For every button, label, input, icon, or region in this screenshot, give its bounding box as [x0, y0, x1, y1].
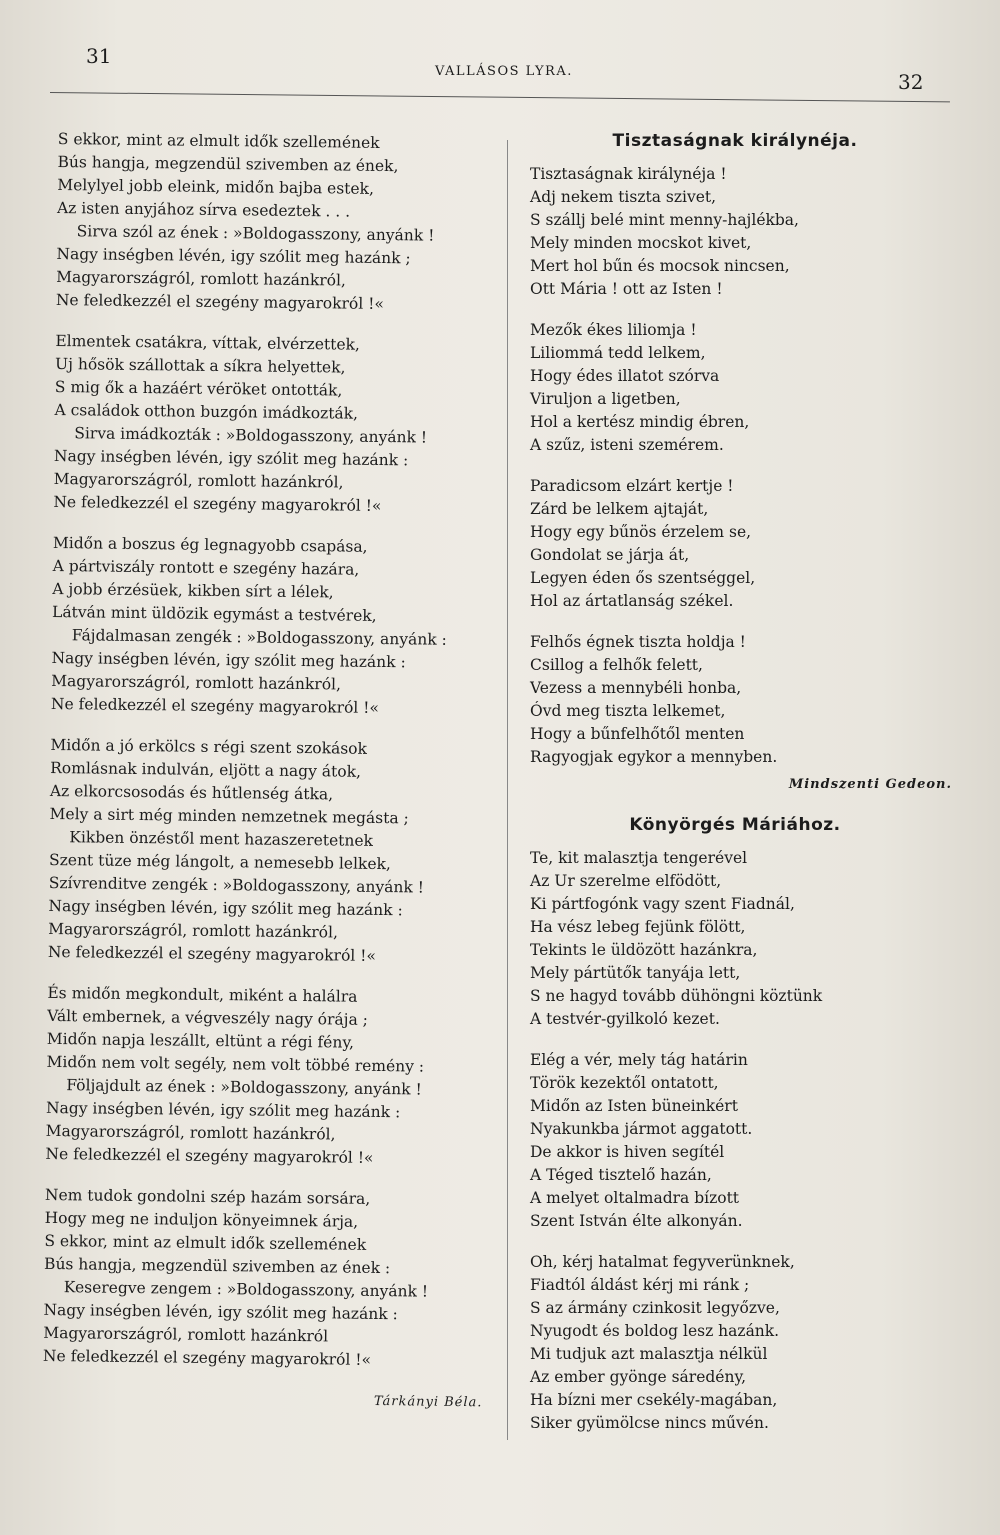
- poem-line: Csillog a felhők felett,: [530, 656, 703, 674]
- poem-line: De akkor is hiven segítél: [530, 1143, 725, 1161]
- left-column-poem: [42, 128, 498, 1414]
- poem-line: Mert hol bűn és mocsok nincsen,: [530, 257, 790, 275]
- poem-line: Nyugodt és boldog lesz hazánk.: [530, 1322, 780, 1340]
- poem-line: Ne feledkezzél el szegény magyarokról !«: [47, 942, 377, 965]
- poem-line: Gondolat se járja át,: [530, 546, 690, 564]
- poem-line: Mely minden mocskot kivet,: [530, 234, 752, 252]
- poem-line: Legyen éden ős szentséggel,: [530, 569, 756, 587]
- poem-line: Ne feledkezzél el szegény magyarokról !«: [42, 1346, 372, 1369]
- poem-line: Viruljon a ligetben,: [530, 390, 681, 408]
- poem-line: Midőn nem volt segély, nem volt többé remény :: [46, 1052, 425, 1076]
- stanza: [530, 475, 940, 613]
- stanza: [56, 128, 498, 317]
- running-title: VALLÁSOS LYRA.: [435, 64, 573, 79]
- poem-line: Följajdult az ének : »Boldogasszony, anyánk !: [66, 1076, 422, 1099]
- poem-line: Mi tudjuk azt malasztja nélkül: [530, 1345, 768, 1363]
- poem-line: S szállj belé mint menny-hajlékba,: [530, 211, 799, 229]
- poem-line: Mely pártütők tanyája lett,: [530, 964, 741, 982]
- poem-line: Ragyogjak egykor a mennyben.: [530, 748, 778, 766]
- poem-line: Magyarországról, romlott hazánkról,: [53, 469, 344, 492]
- poem-line: Magyarországról, romlott hazánkról,: [48, 919, 339, 942]
- poem-line: Magyarországról, romlott hazánkról,: [45, 1121, 336, 1144]
- poem-line: S az ármány czinkosit legyőzve,: [530, 1299, 780, 1317]
- poem-title: Könyörgés Máriához.: [629, 815, 841, 835]
- poem-line: Melylyel jobb eleink, midőn bajba estek,: [57, 175, 375, 198]
- poem-line: Magyarországról, romlott hazánkról: [43, 1323, 329, 1346]
- poem-line: Hogy édes illatot szórva: [530, 367, 720, 385]
- right-column-poems: [530, 130, 952, 1453]
- poem-line: Uj hősök szállottak a síkra helyettek,: [55, 354, 346, 377]
- poem-line: A jobb érzésüek, kikben sírt a lélek,: [52, 579, 334, 602]
- poem-line: Nagy inségben lévén, igy szólit meg hazánk :: [53, 446, 409, 470]
- poem-line: Szent tüze még lángolt, a nemesebb lelkek,: [48, 850, 391, 874]
- poem-line: Ha bízni mer csekély-magában,: [530, 1391, 778, 1409]
- poem-line: Liliommá tedd lelkem,: [530, 344, 706, 362]
- poem-line: Az isten anyjához sírva esedeztek . . .: [56, 198, 351, 221]
- stanza: [530, 319, 940, 457]
- poem-line: Az Ur szerelme elfödött,: [530, 872, 722, 890]
- poem-line: Siker gyümölcse nincs művén.: [530, 1414, 769, 1432]
- poem-line: Bús hangja, megzendül szivemben az ének :: [44, 1254, 391, 1278]
- poem-line: A pártviszály rontott e szegény hazára,: [52, 556, 360, 579]
- poem-line: Felhős égnek tiszta holdja !: [530, 633, 746, 651]
- poem-line: Midőn napja leszállt, eltünt a régi fény,: [46, 1029, 355, 1052]
- poem-line: Kikben önzéstől ment hazaszeretetnek: [69, 828, 374, 850]
- poem-line: Paradicsom elzárt kertje !: [530, 477, 734, 495]
- poem-line: Hogy meg ne induljon könyeimnek árja,: [44, 1208, 359, 1231]
- poem-line: S mig ők a hazáért véröket ontották,: [54, 377, 343, 400]
- poem-line: Bús hangja, megzendül szivemben az ének,: [57, 152, 399, 176]
- poem-line: Hogy egy bűnös érzelem se,: [530, 523, 752, 541]
- poem-line: Zárd be lelkem ajtaját,: [530, 500, 709, 518]
- poem-line: Tisztaságnak királynéja !: [530, 165, 727, 183]
- stanza: [48, 734, 491, 969]
- poem-line: Midőn a boszus ég legnagyobb csapása,: [52, 533, 368, 556]
- poem-line: Ott Mária ! ott az Isten !: [530, 280, 723, 298]
- column-divider: [507, 140, 508, 1440]
- poem-line: Nagy inségben lévén, igy szólit meg hazánk :: [51, 648, 406, 672]
- poem-line: Sirva imádkozták : »Boldogasszony, anyánk !: [74, 424, 428, 447]
- poem-line: Hol az ártatlanság székel.: [530, 592, 734, 610]
- poem-line: Mezők ékes liliomja !: [530, 321, 697, 339]
- stanza: [530, 1251, 940, 1435]
- poem-line: Az ember gyönge sáredény,: [530, 1368, 747, 1386]
- poem-line: Ne feledkezzél el szegény magyarokról !«: [53, 492, 382, 515]
- stanza: [43, 1184, 485, 1373]
- poem-line: Nagy inségben lévén, igy szólit meg hazánk :: [48, 896, 403, 920]
- poem-line: S ekkor, mint az elmult idők szellemének: [57, 129, 380, 152]
- poem-line: Keseregve zengem : »Boldogasszony, anyánk !: [63, 1278, 429, 1301]
- poem-line: Fiadtól áldást kérj mi ránk ;: [530, 1276, 750, 1294]
- poem-line: Tekints le üldözött hazánkra,: [530, 941, 758, 959]
- stanza: [51, 532, 493, 721]
- poem-line: Ha vész lebeg fejünk fölött,: [530, 918, 746, 936]
- poem-title: Tisztaságnak királynéja.: [612, 131, 858, 151]
- poem-line: S ne hagyd tovább dühöngni köztünk: [530, 987, 823, 1005]
- poem-line: Szívrenditve zengék : »Boldogasszony, anyánk !: [48, 873, 425, 897]
- poem-line: Midőn a jó erkölcs s régi szent szokások: [50, 735, 368, 758]
- poem-author: Mindszenti Gedeon.: [788, 777, 952, 792]
- poem-line: Nagy inségben lévén, igy szólit meg hazánk ;: [56, 244, 411, 268]
- stanza: [45, 982, 487, 1171]
- poem-line: Óvd meg tiszta lelkemet,: [530, 702, 726, 720]
- poem-line: Romlásnak indulván, eljött a nagy átok,: [50, 758, 362, 781]
- poem-line: Látván mint üldözik egymást a testvérek,: [51, 602, 377, 625]
- poem-line: Fájdalmasan zengék : »Boldogasszony, anyánk :: [71, 626, 447, 649]
- poem-author: Tárkányi Béla.: [373, 1393, 483, 1411]
- poem-line: A szűz, isteni szemérem.: [530, 436, 724, 454]
- poem-line: És midőn megkondult, miként a halálra: [47, 983, 358, 1006]
- poem-line: Ne feledkezzél el szegény magyarokról !«: [55, 290, 385, 313]
- poem-line: Elég a vér, mely tág határin: [530, 1051, 748, 1069]
- poem-line: Sirva szól az ének : »Boldogasszony, anyánk !: [76, 222, 435, 245]
- poem-line: Az elkorcsosodás és hűtlenség átka,: [49, 781, 334, 804]
- poem-line: A családok otthon buzgón imádkozták,: [54, 400, 359, 423]
- poem-line: Te, kit malasztja tengerével: [530, 849, 748, 867]
- poem-line: Hogy a bűnfelhőtől menten: [530, 725, 745, 743]
- poem-line: Hol a kertész mindig ébren,: [530, 413, 750, 431]
- poem-line: A testvér-gyilkoló kezet.: [530, 1010, 720, 1028]
- poem-line: A melyet oltalmadra bízott: [530, 1189, 740, 1207]
- poem-line: Vált embernek, a végveszély nagy órája ;: [47, 1006, 369, 1029]
- stanza: [530, 631, 940, 769]
- poem-line: Szent István élte alkonyán.: [530, 1212, 743, 1230]
- poem-line: Adj nekem tiszta szivet,: [530, 188, 717, 206]
- poem-line: Ne feledkezzél el szegény magyarokról !«: [50, 694, 380, 717]
- poem-line: Nem tudok gondolni szép hazám sorsára,: [44, 1185, 371, 1208]
- poem-line: Nagy inségben lévén, igy szólit meg hazánk :: [45, 1098, 401, 1122]
- page-number-right: 32: [898, 70, 924, 94]
- poem-line: Nyakunkba jármot aggatott.: [530, 1120, 753, 1138]
- poem-line: Elmentek csatákra, víttak, elvérzettek,: [55, 331, 361, 354]
- poem-line: Magyarországról, romlott hazánkról,: [51, 671, 342, 694]
- poem-line: Mely a sirt még minden nemzetnek megásta ;: [49, 804, 409, 828]
- poem-line: Török kezektől ontatott,: [530, 1074, 719, 1092]
- header-rule: [50, 92, 950, 102]
- poem-line: A Téged tisztelő hazán,: [530, 1166, 712, 1184]
- stanza: [530, 847, 940, 1031]
- poem-line: Ki pártfogónk vagy szent Fiadnál,: [530, 895, 795, 913]
- poem-line: S ekkor, mint az elmult idők szellemének: [44, 1231, 367, 1254]
- stanza: [530, 1049, 940, 1233]
- poem-line: Ne feledkezzél el szegény magyarokról !«: [45, 1144, 374, 1167]
- poem-line: Magyarországról, romlott hazánkról,: [56, 267, 347, 290]
- stanza: [530, 163, 940, 301]
- poem-line: Nagy inségben lévén, igy szólit meg hazánk :: [43, 1300, 398, 1324]
- poem-line: Oh, kérj hatalmat fegyverünknek,: [530, 1253, 795, 1271]
- poem-line: Vezess a mennybéli honba,: [530, 679, 742, 697]
- page-number-left: 31: [86, 44, 112, 68]
- stanza: [53, 330, 495, 519]
- poem-line: Midőn az Isten büneinkért: [530, 1097, 738, 1115]
